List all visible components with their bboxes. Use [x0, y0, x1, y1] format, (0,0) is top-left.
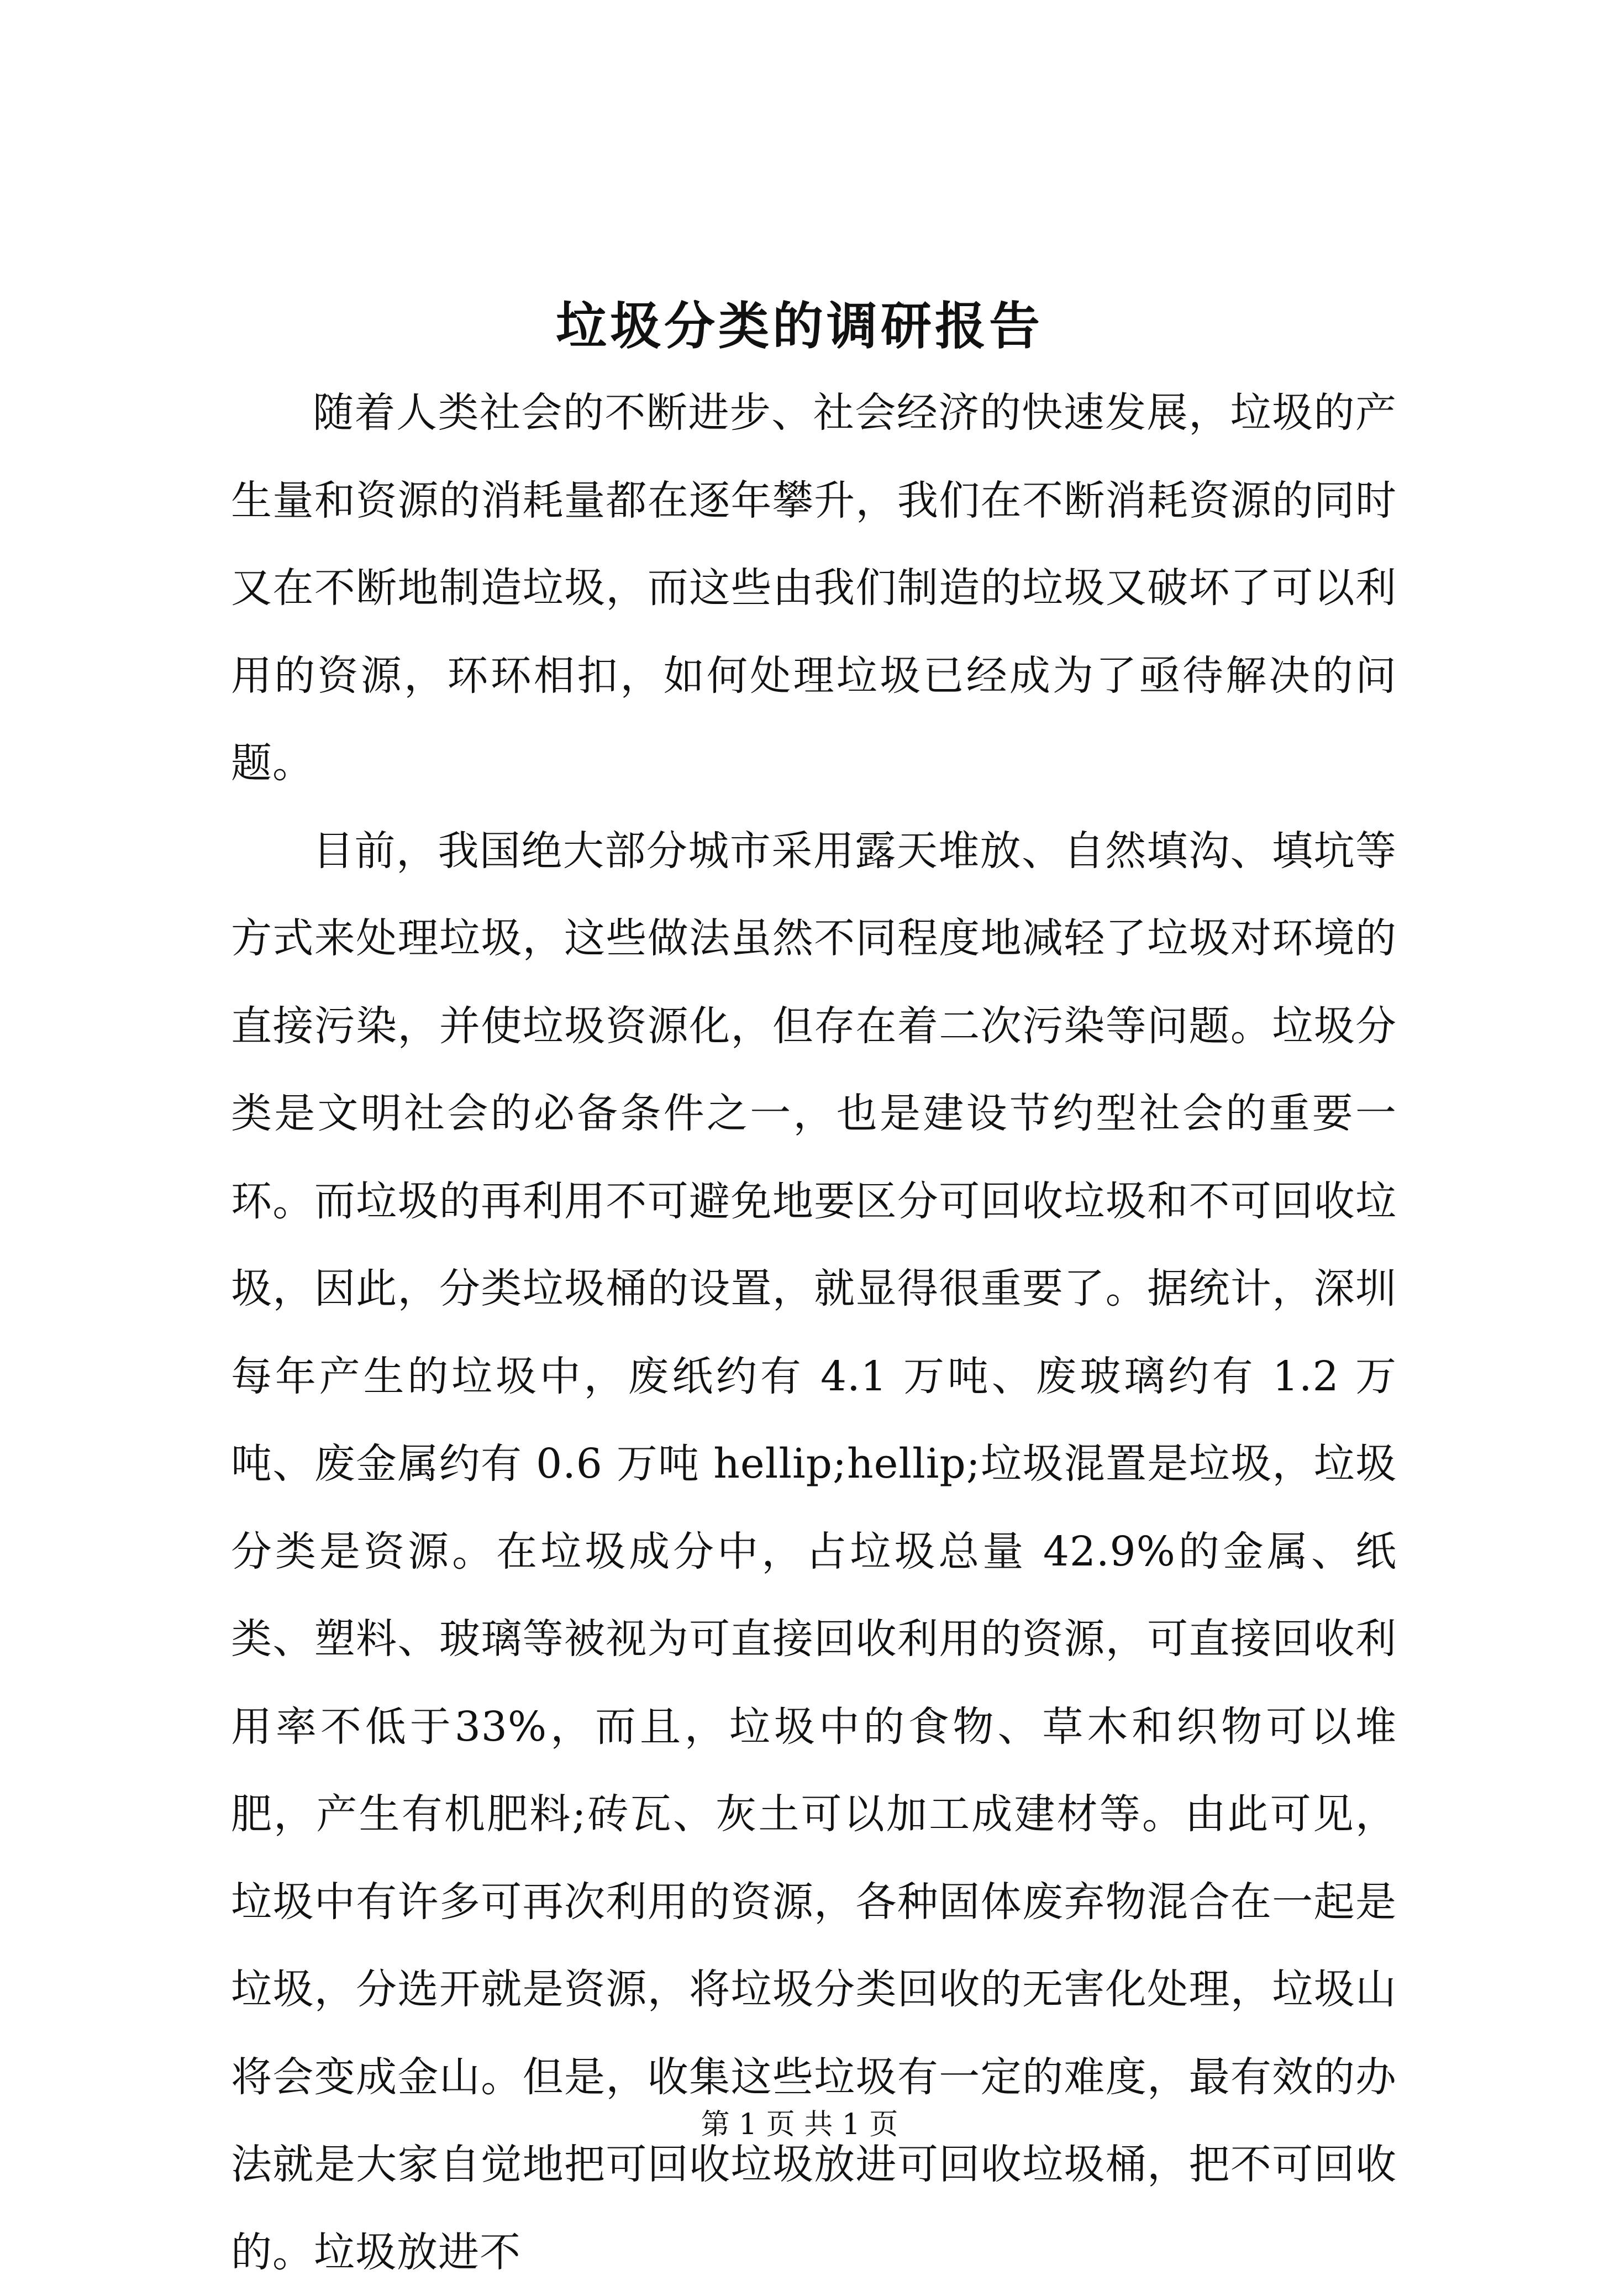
page-number-label: 第 1 页 共 1 页 [701, 2105, 898, 2144]
document-body [231, 369, 1397, 2296]
paragraph-intro: 随着人类社会的不断进步、社会经济的快速发展，垃圾的产生量和资源的消耗量都在逐年攀升，我们在不断消耗资源的同时又在不断地制造垃圾，而这些由我们制造的垃圾又破坏了可以利用的资源，环环相扣，如何处理垃圾已经成为了亟待解决的问题。 [231, 369, 1397, 807]
page-footer [0, 2105, 1599, 2144]
document-title: 垃圾分类的调研报告 [0, 287, 1599, 365]
paragraph-current-situation: 目前，我国绝大部分城市采用露天堆放、自然填沟、填坑等方式来处理垃圾，这些做法虽然不同程度地减轻了垃圾对环境的直接污染，并使垃圾资源化，但存在着二次污染等问题。垃圾分类是文明社会的必备条件之一，也是建设节约型社会的重要一环。而垃圾的再利用不可避免地要区分可回收垃圾和不可回收垃圾，因此，分类垃圾桶的设置，就显得很重要了。据统计，深圳每年产生的垃圾中，废纸约有 4.1 万吨、废玻璃约有 1.2 万吨、废金属约有 0.6 万吨 hellip;hellip;垃圾混置是垃圾，垃圾分类是资源。在垃圾成分中，占垃圾总量 42.9%的金属、纸类、塑料、玻璃等被视为可直接回收利用的资源，可直接回收利用率不低于33%，而且，垃圾中的食物、草木和织物可以堆肥，产生有机肥料;砖瓦、灰土可以加工成建材等。由此可见，垃圾中有许多可再次利用的资源，各种固体废弃物混合在一起是垃圾，分选开就是资源，将垃圾分类回收的无害化处理，垃圾山将会变成金山。但是，收集这些垃圾有一定的难度，最有效的办法就是大家自觉地把可回收垃圾放进可回收垃圾桶，把不可回收的。垃圾放进不 [231, 807, 1397, 2296]
